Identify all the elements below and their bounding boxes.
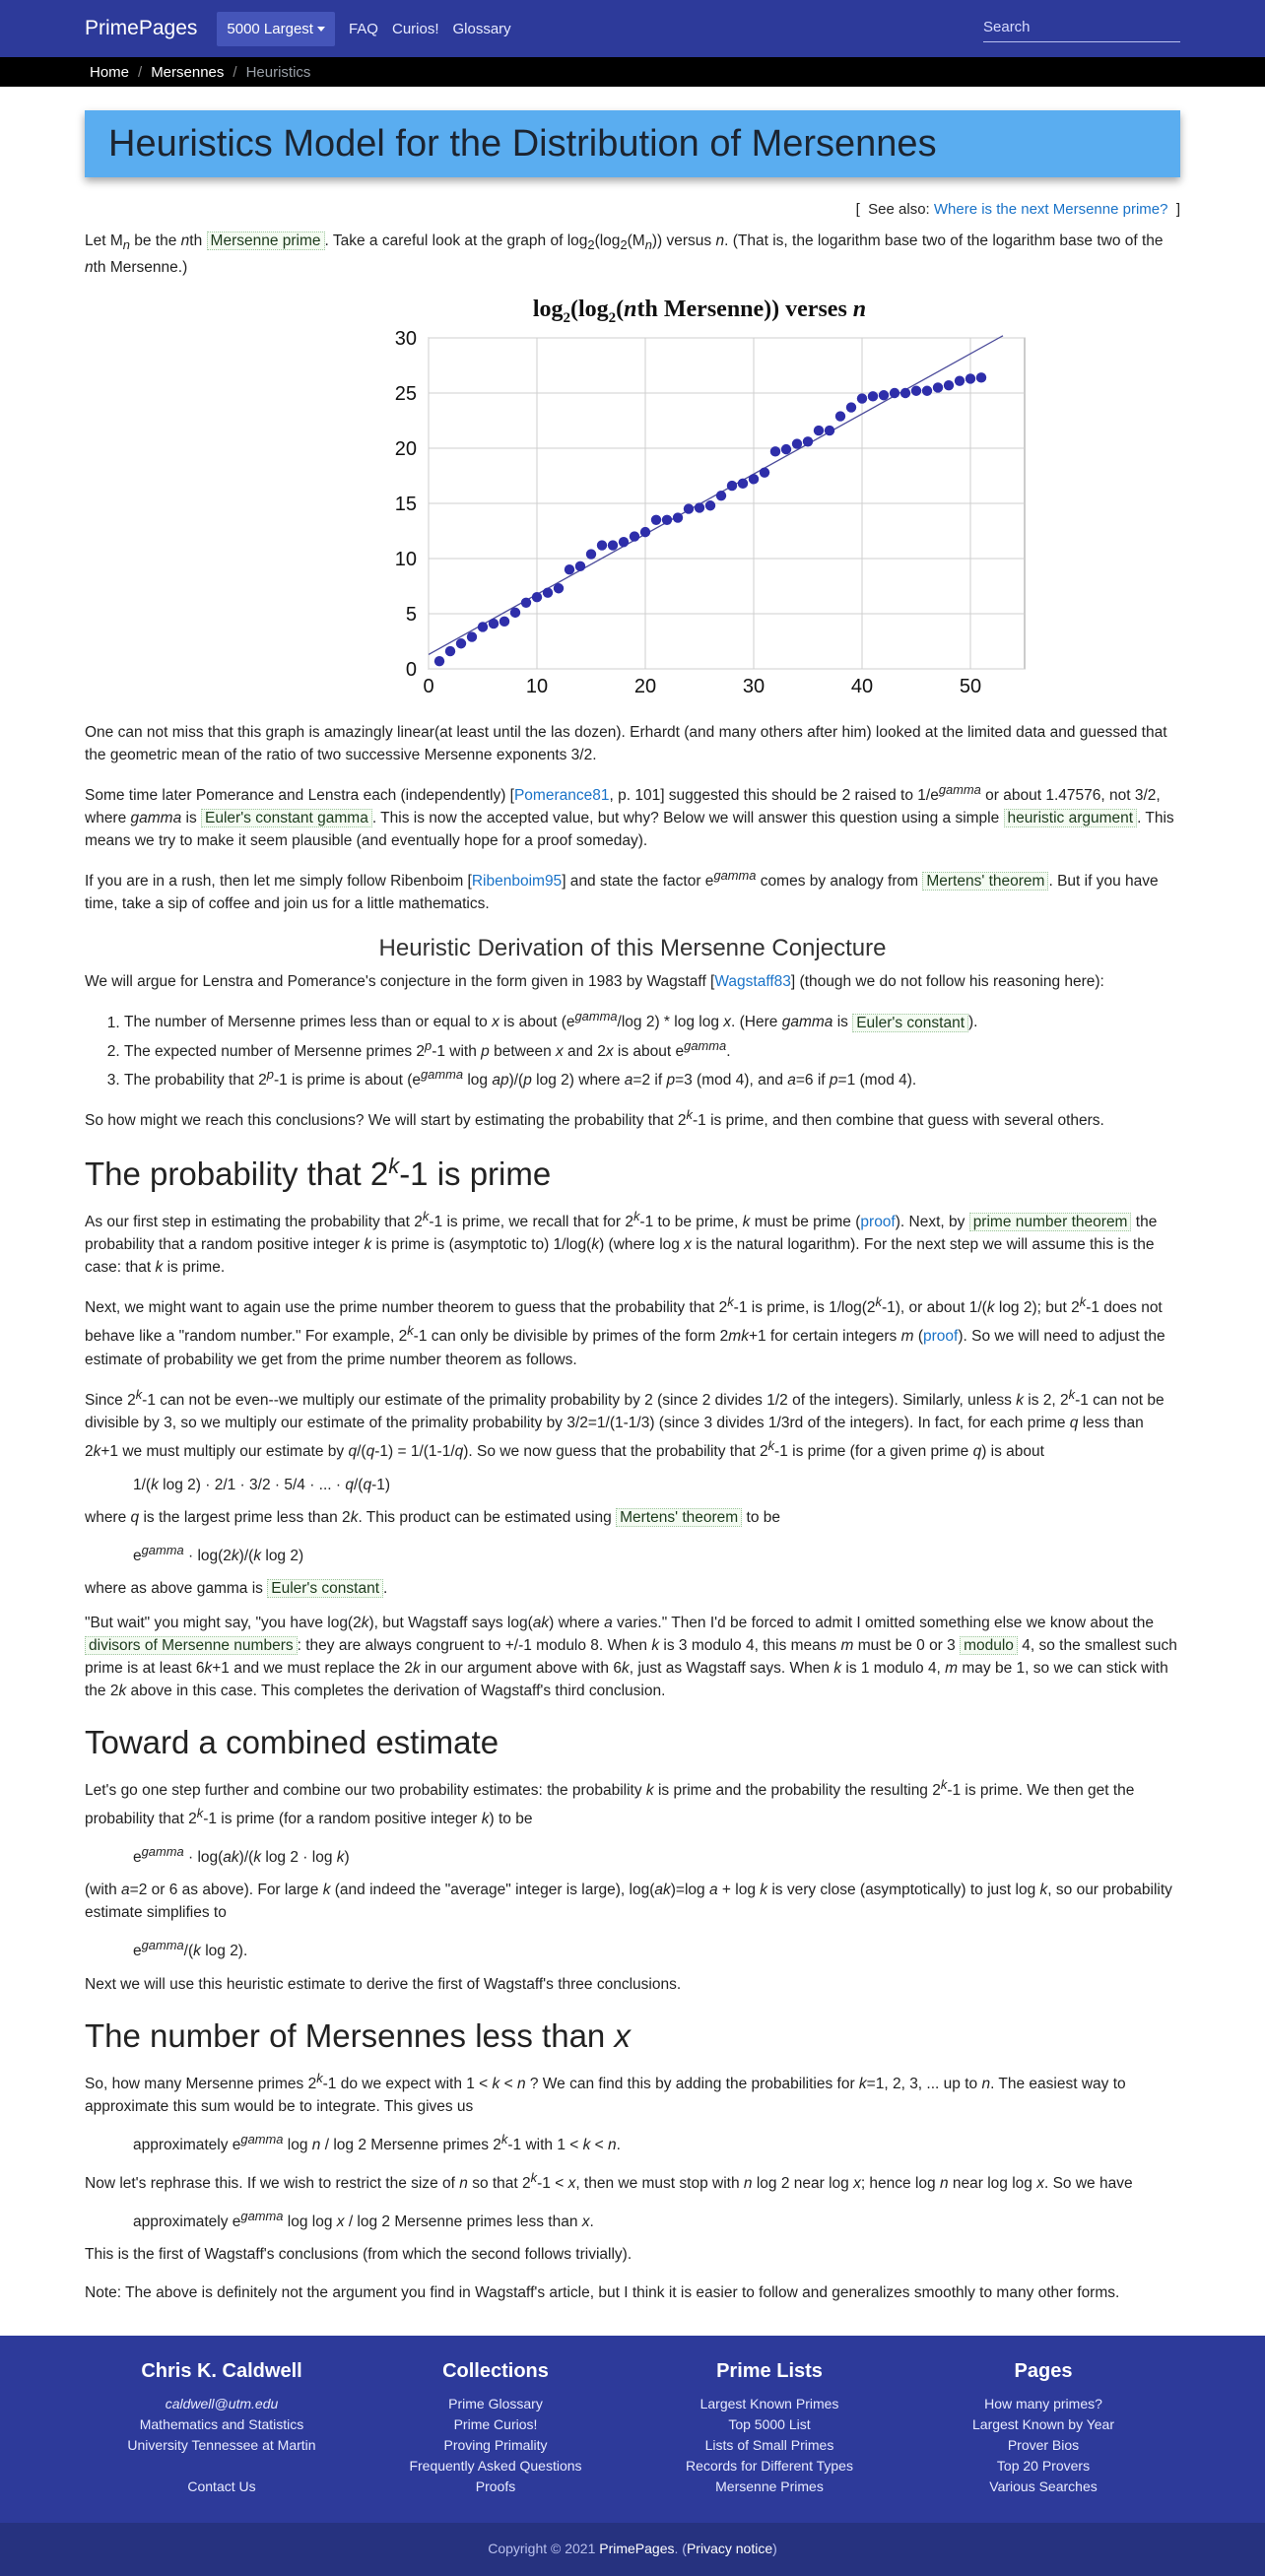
gamma-paragraph: where as above gamma is Euler's constant . (85, 1579, 388, 1597)
breadcrumb-home[interactable]: Home (90, 63, 130, 81)
chart-data-point (651, 515, 661, 525)
formula-approx-x: approximately $e^{gamma}$ log log x / log 2 Mersenne primes less than x. (133, 2209, 594, 2231)
footer-link[interactable]: Largest Known Primes (699, 2396, 839, 2412)
section-heading-combined: Toward a combined estimate (85, 1723, 499, 1760)
footer-contact-link[interactable]: Contact Us (187, 2478, 256, 2495)
ref-link-wagstaff83[interactable]: Wagstaff83 (714, 973, 791, 991)
chart-data-point (456, 638, 466, 648)
see-also-label: See also: (868, 201, 930, 218)
footer-link[interactable]: Lists of Small Primes (704, 2437, 834, 2454)
footer-dept: Mathematics and Statistics (139, 2416, 304, 2433)
chart-data-point (922, 386, 932, 396)
chart-data-point (879, 390, 889, 400)
chart-data-point (434, 656, 444, 666)
chart-data-point (640, 527, 650, 537)
footer-link[interactable]: Frequently Asked Questions (409, 2458, 582, 2475)
chart-data-point (857, 393, 867, 403)
caret-down-icon (317, 27, 325, 32)
chart-data-point (543, 588, 553, 598)
chart-data-point (792, 438, 802, 448)
section-heading-number: The number of Mersennes less than x (85, 2016, 631, 2054)
nav-dropdown-5000-largest[interactable] (217, 12, 335, 46)
glossary-link-mertens[interactable]: Mertens' theorem (616, 1508, 742, 1527)
linear-paragraph: One can not miss that this graph is amazingly linear(at least until the las dozen). Erhardt (and many others after him) looked at the limited data and guessed that the geometric mean of the ratio of two successive Mersenne exponents 3/2. (85, 724, 1167, 764)
chart-data-point (727, 481, 737, 491)
chart-data-point (608, 540, 618, 550)
chart-y-tick-label: 20 (394, 438, 417, 461)
first-step-paragraph: As our first step in estimating the probability that 2$^k$-1 is prime, we recall that for 2$^k$-1 to be prime, k must be prime (proof). Next, by prime number theorem the probability that a random positive integer k is prime is (asymptotic to) 1/log(k) (where log x is the natural logarithm). For the next step we will assume this is the case: that k is prime. (85, 1209, 1158, 1277)
see-also-link[interactable]: Where is the next Mersenne prime? (933, 201, 1168, 218)
glossary-link-modulo[interactable]: modulo (960, 1636, 1018, 1655)
footer-link[interactable]: Mersenne Primes (715, 2478, 824, 2495)
chart-data-point (630, 531, 639, 541)
note-paragraph: Note: The above is definitely not the argument you find in Wagstaff's article, but I think it is easier to follow and generalizes smoothly to many other forms. (85, 2284, 1120, 2302)
but-wait-paragraph: "But wait" you might say, "you have log(2k), but Wagstaff says log(ak) where a varies." Then I'd be forced to admit I omitted something else we know about the divisors of Mersenne numbers : they are always congruent to +/-1 modulo 8. When k is 3 modulo 4, this means m must be 0 or 3 modulo 4, so the smallest such prime is at least 6k+1 and we must replace the 2k in our argument above with 6k, just as Wagstaff says. When k is 1 modulo 4, m may be 1, so we can stick with the 2k above in this case. This completes the derivation of Wagstaff's third conclusion. (85, 1614, 1177, 1699)
footer-link[interactable]: Largest Known by Year (972, 2416, 1114, 2433)
list-item: 1. The number of Mersenne primes less than or equal to x is about ($e^{gamma}/\log$ 2) * log log x. (Here gamma is Euler's constant ). (124, 1005, 1180, 1033)
where-paragraph: where q is the largest prime less than 2k. This product can be estimated using Mertens' theorem to be (85, 1508, 780, 1526)
chart-data-point (586, 549, 596, 559)
chart-data-point (911, 386, 921, 396)
chart-data-point (868, 391, 878, 401)
formula-combined: $e^{gamma} \cdot \log(ak)/(k$ log 2 · log k) (133, 1844, 350, 1867)
nav-link-faq[interactable]: FAQ (348, 20, 378, 37)
chart-data-point (770, 446, 780, 456)
chart-y-tick-label: 10 (394, 549, 417, 571)
chart-x-tick-label: 30 (742, 676, 766, 698)
chart-data-point (597, 540, 607, 550)
chart-data-point (825, 426, 834, 435)
chart-data-point (705, 500, 715, 510)
footer-link[interactable]: Proving Primality (443, 2437, 548, 2454)
breadcrumb-separator: / (233, 63, 237, 81)
chart-data-point (738, 479, 748, 489)
proof-link[interactable]: proof (860, 1214, 896, 1231)
formula-mertens: $e^{gamma} \cdot \log(2k)/(k$ log 2) (133, 1542, 304, 1564)
list-item: 2. The expected number of Mersenne primes 2$^p$-1 with p between x and 2x is about $e^{gamma}$. (124, 1034, 1180, 1063)
chart-data-point (890, 388, 899, 398)
ref-link-ribenboim95[interactable]: Ribenboim95 (471, 873, 563, 891)
onestep-paragraph: Let's go one step further and combine our two probability estimates: the probability k is prime and the probability the resulting 2$^k$-1 is prime. We then get the probability that 2$^k$-1 is prime (for a random positive integer k) to be (85, 1776, 1135, 1828)
chart-data-point (965, 373, 975, 383)
chart-data-point (662, 515, 672, 525)
footer-link[interactable]: Records for Different Types (686, 2458, 853, 2475)
brand-link[interactable]: PrimePages (85, 17, 198, 39)
with-paragraph: (with a=2 or 6 as above). For large k (and indeed the "average" integer is large), log(ak)=log a + log k is very close (asymptotically) to just log k, so our probability estimate simplifies to (85, 1882, 1172, 1922)
chart-data-point (478, 622, 488, 631)
chart-data-point (467, 631, 477, 641)
chart-data-point (835, 411, 845, 421)
chart-data-point (619, 537, 629, 547)
chart-x-tick-label: 50 (959, 676, 982, 698)
chart-data-point (575, 561, 585, 571)
chart-data-point (554, 583, 564, 593)
chart-data-point (976, 372, 986, 382)
footer-author (85, 2361, 359, 2497)
list-item: 3. The probability that 2$^p$-1 is prime is about ($e^{gamma}$ log ap)/(p log 2) where a=2 if p=3 (mod 4), and a=6 if p=1 (mod 4). (124, 1063, 1180, 1091)
sohow-paragraph: So how might we reach this conclusions? We will start by estimating the probability that 2$^k$-1 is prime, and then combine that guess with several others. (85, 1106, 1104, 1130)
section-heading-probability: The probability that 2$^k$-1 is prime (85, 1154, 552, 1193)
footer-link[interactable]: Top 5000 List (728, 2416, 811, 2433)
chart-data-point (510, 608, 520, 618)
chart-data-point (716, 491, 726, 500)
chart-title: $\log_2(\log_2(nth$ Mersenne)) verses n (532, 297, 867, 327)
chart-data-point (900, 388, 910, 398)
mersenne-chart (318, 293, 1028, 704)
breadcrumb-current: Heuristics (245, 63, 311, 81)
footer-pages (906, 2361, 1180, 2497)
footer-heading: Prime Lists (716, 2360, 823, 2383)
chart-data-point (814, 426, 824, 435)
copyright-brand-link[interactable]: PrimePages (599, 2541, 675, 2557)
chart-data-point (749, 474, 759, 484)
copyright-bar: Copyright © 2021 PrimePages. (Privacy notice) (0, 2523, 1265, 2576)
privacy-notice-link[interactable]: Privacy notice (686, 2541, 773, 2557)
chart-trend-line (429, 336, 1003, 655)
rush-paragraph: If you are in a rush, then let me simply follow Ribenboim [Ribenboim95] and state the factor $e^{gamma}$ comes by analogy from Mertens' theorem . But if you have time, take a sip of coffee and join us for a little mathematics. (85, 868, 1159, 913)
chart-data-point (760, 468, 769, 478)
footer-prime-lists (632, 2361, 906, 2497)
pomerance-paragraph: Some time later Pomerance and Lenstra each (independently) [Pomerance81, p. 101] suggested this should be 2 raised to $1/e^{gamma}$ or about 1.47576, not 3/2, where gamma is Euler's constant gamma . This is now the accepted value, but why? Below we will answer this question using a simple heuristic argument . This means we try to make it seem plausible (and eventually hope for a proof someday). (85, 782, 1174, 850)
formula-approx-n: approximately $e^{gamma}$ log n / log 2 Mersenne primes 2$^k$-1 with 1 < k < n. (133, 2131, 621, 2153)
footer-link[interactable]: Proofs (475, 2478, 516, 2495)
footer-collections (359, 2361, 632, 2497)
footer-heading: Collections (442, 2360, 549, 2383)
glossary-link-pnt[interactable]: prime number theorem (969, 1213, 1132, 1231)
first-of-paragraph: This is the first of Wagstaff's conclusions (from which the second follows trivially). (85, 2246, 632, 2264)
rephrase-paragraph: Now let's rephrase this. If we wish to restrict the size of n so that $2^k-1 < x$, then we must stop with n log 2 near log x; hence log n near log log x. So we have (85, 2169, 1133, 2193)
chart-y-tick-label: 0 (405, 659, 417, 682)
footer-heading: Pages (1014, 2360, 1073, 2383)
title-banner (85, 110, 1180, 177)
chart-data-point (489, 619, 499, 628)
footer-link[interactable]: How many primes? (984, 2396, 1102, 2412)
footer-link[interactable]: Prime Curios! (453, 2416, 538, 2433)
footer-link[interactable]: Prover Bios (1007, 2437, 1080, 2454)
chart-x-tick-label: 10 (525, 676, 549, 698)
ref-link-pomerance81[interactable]: Pomerance81 (513, 787, 610, 805)
conclusions-list (85, 1005, 1180, 1090)
search-input[interactable]: Search (983, 15, 1180, 42)
glossary-link-mersenne-prime[interactable]: Mersenne prime (207, 231, 325, 250)
chart-data-point (684, 503, 694, 513)
glossary-link-euler-gamma[interactable]: Euler's constant gamma (201, 809, 372, 827)
chart-data-point (695, 502, 704, 512)
chart-data-point (846, 402, 856, 412)
glossary-link-mertens[interactable]: Mertens' theorem (922, 872, 1048, 891)
footer-link[interactable]: Top 20 Provers (996, 2458, 1091, 2475)
glossary-link-euler-constant[interactable]: Euler's constant (267, 1579, 383, 1598)
chart-data-point (521, 598, 531, 608)
page-title: Heuristics Model for the Distribution of Mersennes (108, 123, 937, 165)
chart-y-tick-label: 25 (394, 383, 417, 406)
since-paragraph: Since 2$^k$-1 can not be even--we multiply our estimate of the primality probability by 2 (since 2 divides 1/2 of the integers). Similarly, unless k is 2, 2$^k$-1 can not be divisible by 3, so we multiply our estimate of the primality probability by 3/2=1/(1-1/3) (since 3 divides 1/3rd of the integers). In fact, for each prime q less than 2k+1 we must multiply our estimate by q/(q-1) = 1/(1-1/q). So we now guess that the probability that 2$^k$-1 is prime (for a given prime q) is about (85, 1386, 1165, 1460)
chart-x-tick-label: 40 (850, 676, 874, 698)
breadcrumb-separator: / (138, 63, 143, 81)
argue-paragraph: We will argue for Lenstra and Pomerance's conjecture in the form given in 1983 by Wagstaff [Wagstaff83] (though we do not follow his reasoning here): (85, 973, 1104, 991)
footer-univ: University Tennessee at Martin (127, 2437, 316, 2454)
see-also: [ See also: Where is the next Mersenne prime? ] (855, 201, 1180, 218)
breadcrumb-mersennes[interactable]: Mersennes (151, 63, 225, 81)
howmany-paragraph: So, how many Mersenne primes 2$^k$-1 do we expect with 1 < k < n ? We can find this by adding the probabilities for k=1, 2, 3, ... up to n. The easiest way to approximate this sum would be to integrate. This gives us (85, 2070, 1126, 2115)
top-navbar (0, 0, 1265, 57)
section-heading-derivation: Heuristic Derivation of this Mersenne Conjecture (378, 935, 887, 962)
main-content (0, 110, 1265, 2304)
chart-data-point (532, 592, 542, 602)
intro-paragraph: Let $M_n$ be the nth Mersenne prime . Take a careful look at the graph of $\log_2(\log_2(M_n))$ versus n. (That is, the logarithm base two of the logarithm base two of the nth Mersenne.) (85, 232, 1164, 277)
nav-dropdown-label: 5000 Largest (227, 20, 313, 37)
site-footer (0, 2336, 1265, 2523)
chart-data-point (499, 617, 509, 627)
chart-data-point (445, 646, 455, 656)
chart-data-point (944, 380, 954, 390)
chart-data-point (565, 564, 574, 574)
nav-link-curios[interactable]: Curios! (391, 20, 439, 37)
footer-email[interactable]: caldwell@utm.edu (165, 2396, 279, 2412)
footer-link[interactable]: Various Searches (989, 2478, 1098, 2495)
chart-data-point (673, 512, 683, 522)
glossary-link-divisors[interactable]: divisors of Mersenne numbers (85, 1636, 298, 1655)
chart-data-point (933, 382, 943, 392)
nextuse-paragraph: Next we will use this heuristic estimate to derive the first of Wagstaff's three conclusions. (85, 1975, 682, 1993)
formula-simplified: $e^{gamma}/(k$ log 2). (133, 1938, 248, 1960)
nav-link-glossary[interactable]: Glossary (452, 20, 511, 37)
chart-data-point (781, 444, 791, 454)
next-paragraph: Next, we might want to again use the prime number theorem to guess that the probability that 2$^k$-1 is prime, is 1/log(2$^k$-1), or about 1/(k log 2); but 2$^k$-1 does not behave like a "random number." For example, 2$^k$-1 can only be divisible by primes of the form 2mk+1 for certain integers m (proof). So we will need to adjust the estimate of probability we get from the prime number theorem as follows. (85, 1294, 1165, 1368)
chart-x-tick-label: 20 (633, 676, 657, 698)
footer-link[interactable]: Prime Glossary (448, 2396, 543, 2412)
footer-author-name: Chris K. Caldwell (141, 2360, 302, 2383)
breadcrumb (0, 57, 1265, 87)
chart-x-tick-label: 0 (423, 676, 434, 698)
chart-data-point (803, 436, 813, 446)
proof-link[interactable]: proof (923, 1328, 959, 1346)
chart-y-tick-label: 15 (394, 494, 417, 516)
chart-y-tick-label: 30 (394, 328, 417, 351)
chart-y-tick-label: 5 (405, 604, 417, 627)
chart-data-point (955, 376, 965, 386)
glossary-link-euler-constant[interactable]: Euler's constant (852, 1014, 968, 1032)
glossary-link-heuristic[interactable]: heuristic argument (1004, 809, 1138, 827)
formula-product: 1/(k log 2) · 2/1 · 3/2 · 5/4 · ... · q/(q-1) (133, 1476, 391, 1493)
